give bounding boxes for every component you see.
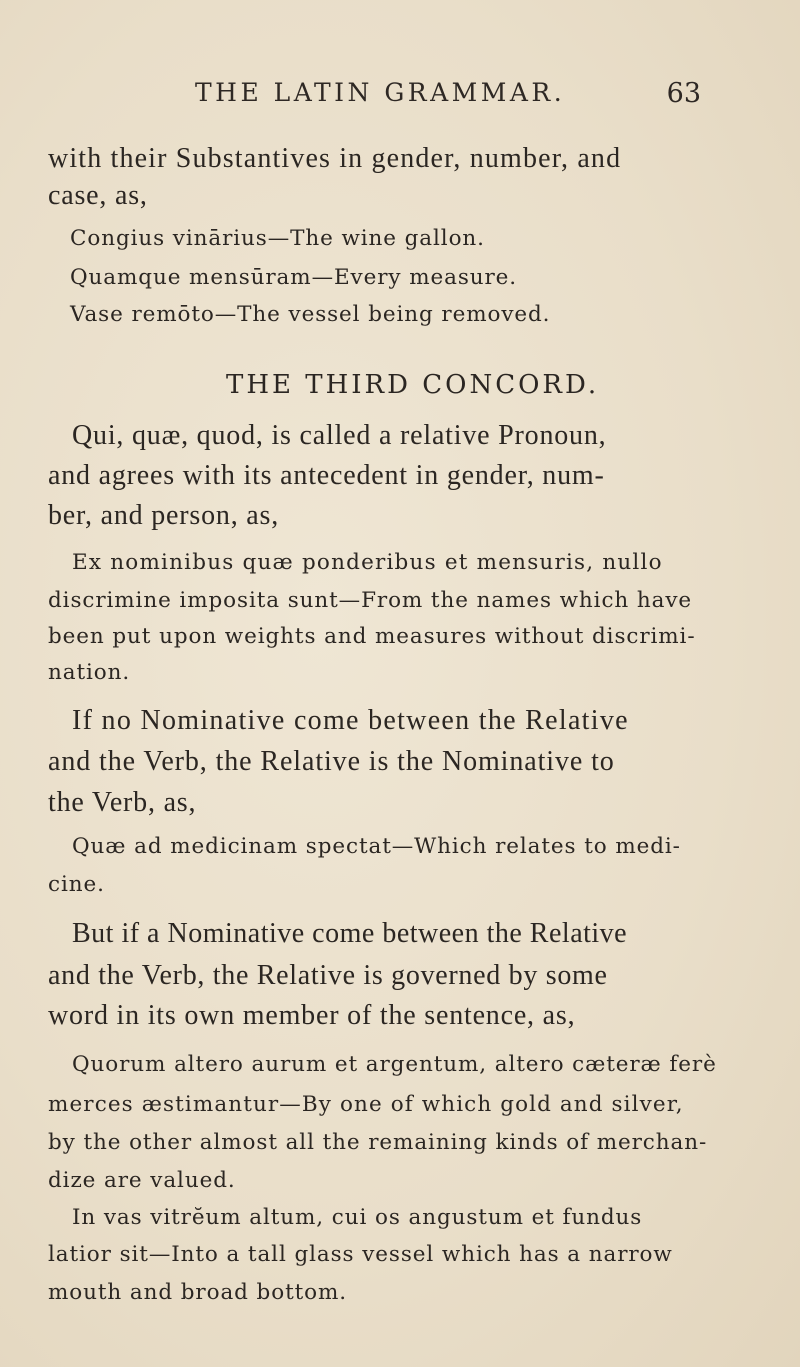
example-line: In vas vitrĕum altum, cui os angustum et fundus	[72, 1205, 643, 1230]
text-line: with their Substantives in gender, number, and	[48, 143, 622, 174]
example-line: nation.	[48, 660, 131, 685]
text-line: and the Verb, the Relative is the Nominative to	[48, 746, 615, 777]
text-line: Qui, quæ, quod, is called a relative Pronoun,	[72, 420, 607, 451]
text-line: the Verb, as,	[48, 787, 197, 818]
page-header	[195, 78, 701, 118]
example-line: Vase remōto—The vessel being removed.	[70, 302, 551, 327]
example-line: discrimine imposita sunt—From the names which have	[48, 588, 693, 613]
example-line: mouth and broad bottom.	[48, 1280, 348, 1305]
text-line: word in its own member of the sentence, as,	[48, 1000, 576, 1031]
example-line: dize are valued.	[48, 1168, 236, 1193]
example-line: been put upon weights and measures without discrimi-	[48, 624, 696, 649]
text-line: and the Verb, the Relative is governed by some	[48, 960, 608, 991]
text-line: ber, and person, as,	[48, 500, 280, 531]
example-line: Congius vinārius—The wine gallon.	[70, 226, 485, 251]
text-line: If no Nominative come between the Relative	[72, 705, 629, 736]
example-line: Quamque mensūram—Every measure.	[70, 265, 518, 290]
text-line: case, as,	[48, 180, 148, 211]
example-line: cine.	[48, 872, 105, 897]
text-line: and agrees with its antecedent in gender, num-	[48, 460, 605, 491]
example-line: Ex nominibus quæ ponderibus et mensuris, nullo	[72, 550, 663, 575]
section-heading: THE THIRD CONCORD.	[226, 370, 600, 400]
example-line: Quæ ad medicinam spectat—Which relates to medi-	[72, 834, 681, 859]
text-line: But if a Nominative come between the Relative	[72, 918, 628, 949]
example-line: by the other almost all the remaining kinds of merchan-	[48, 1130, 708, 1155]
example-line: latior sit—Into a tall glass vessel which has a narrow	[48, 1242, 673, 1267]
running-title: THE LATIN GRAMMAR.	[195, 78, 566, 107]
example-line: Quorum altero aurum et argentum, altero cæteræ ferè	[72, 1052, 717, 1077]
page-number: 63	[666, 78, 701, 109]
example-line: merces æstimantur—By one of which gold and silver,	[48, 1092, 684, 1117]
